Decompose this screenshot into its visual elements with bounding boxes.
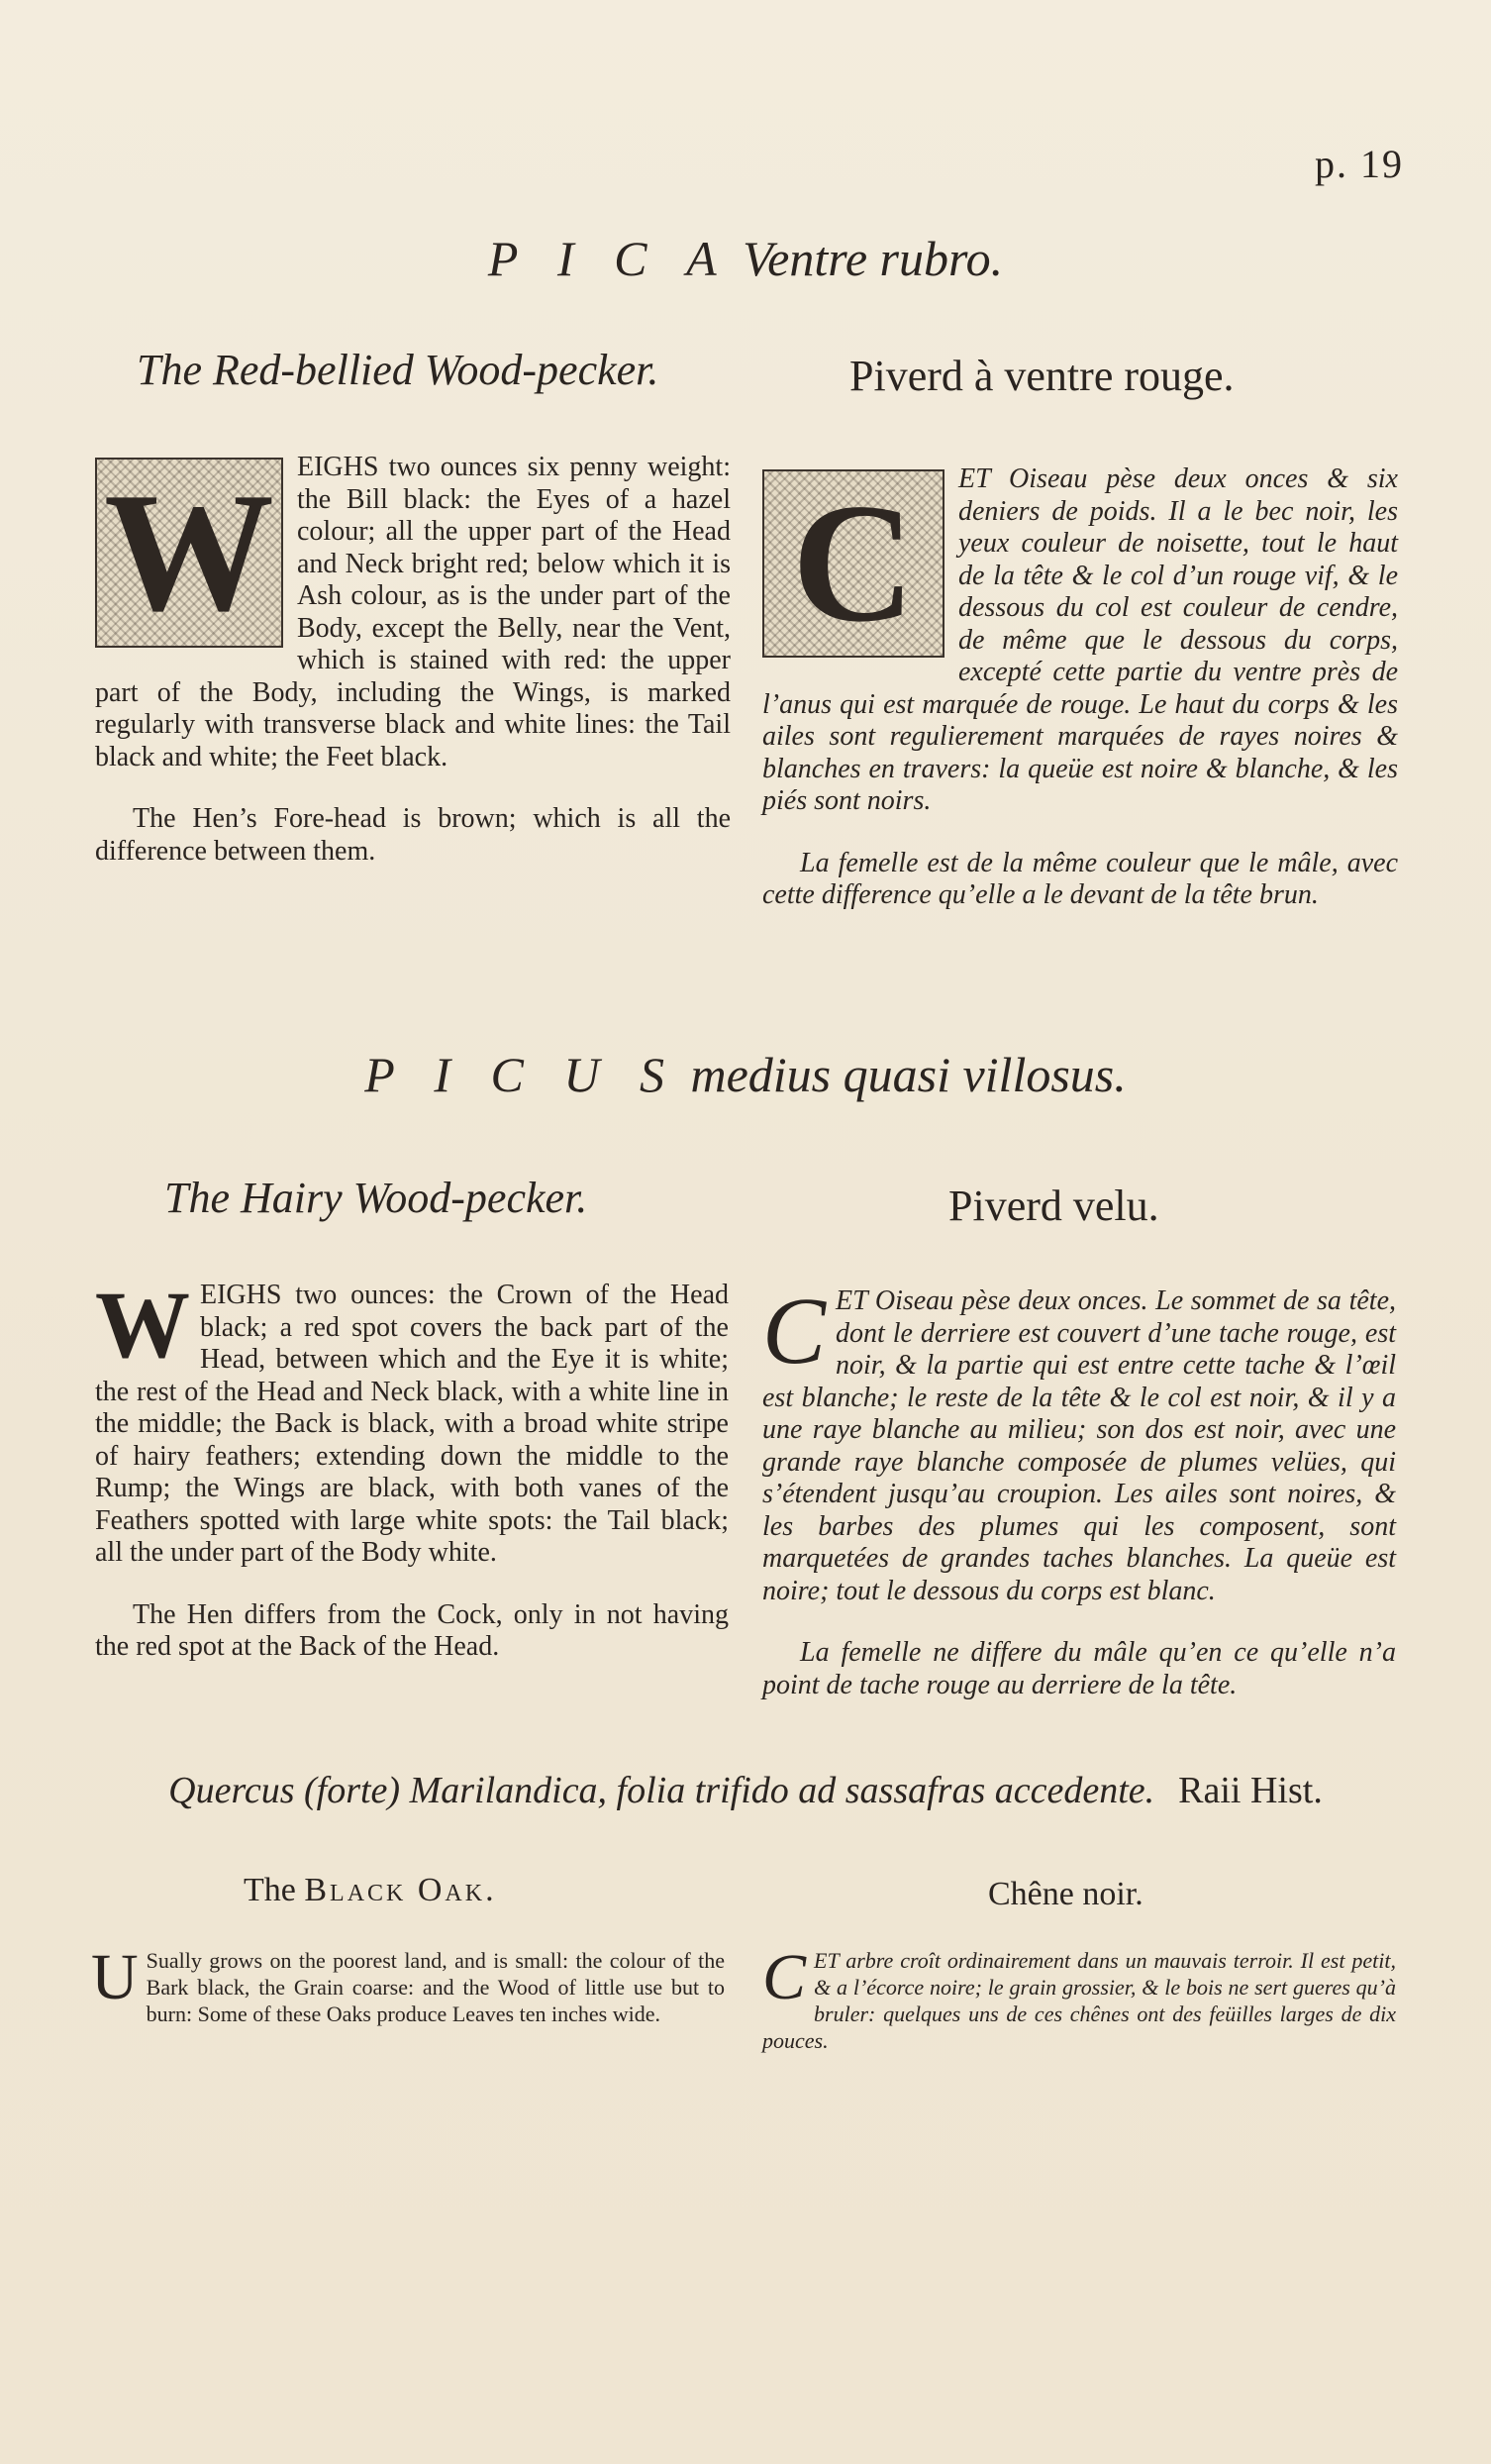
section1-latin-title xyxy=(0,230,1491,287)
section3-english-title: The Black Oak. xyxy=(244,1872,497,1908)
section3-french-para: CET arbre croît ordinairement dans un mauvais terroir. Il est petit, & a l’écorce noire; le grain grossier, & le bois ne sert gueres qu’à bruler: quelques uns de ces chênes ont des feüilles larges de dix pouces. xyxy=(762,1941,1396,2053)
section2-english-para1: WEIGHS two ounces: the Crown of the Head black; a red spot covers the back part of the Head, between which and the Eye it is white; the rest of the Head and Neck black, with a white line in the middle; the Back is black, with a broad white stripe of hairy feathers; extending down the middle to the Rump; the Wings are black, with both vanes of the Feathers spotted with large white spots: the Tail black; all the under part of the Body white. xyxy=(95,1272,729,1568)
section2-french-para2: La femelle ne differe du mâle qu’en ce qu’elle n’a point de tache rouge au derriere de la tête. xyxy=(762,1637,1396,1700)
dropcap: W xyxy=(95,1272,190,1378)
section2-english-para2: The Hen differs from the Cock, only in not having the red spot at the Back of the Head. xyxy=(95,1598,729,1662)
section2-latin-rest: medius quasi villosus. xyxy=(690,1047,1127,1102)
section1-french-column xyxy=(762,463,1398,912)
section2-english-column xyxy=(95,1272,729,1664)
section1-english-para1: W EIGHS two ounces six penny weight: the Bill black: the Eyes of a hazel colour; all the upper part of the Head and Neck bright red; below which it is Ash colour, as is the under part of the Body, except the Belly, near the Vent, which is stained with red: the upper part of the Body, including the Wings, is marked regularly with transverse black and white lines: the Tail black and white; the Feet black. xyxy=(95,452,731,772)
section3-author: Raii Hist. xyxy=(1178,1770,1323,1811)
section3-english-column xyxy=(91,1941,725,2027)
section2-french-column xyxy=(762,1278,1396,1701)
dropcap: U xyxy=(91,1941,139,2013)
section1-english-para2: The Hen’s Fore-head is brown; which is all the difference between them. xyxy=(95,803,731,867)
section1-english-column xyxy=(95,452,731,868)
section2-latin-caps: P I C U S xyxy=(364,1047,678,1102)
section1-french-para1: C ET Oiseau pèse deux onces & six deniers de poids. Il a le bec noir, les yeux couleur de noisette, tout le haut de la tête & le col d’un rouge vif, & le dessous du col est couleur de cendre, de même que le dessous du corps, excepté cette partie du ventre près de l’anus qui est marquée de rouge. Le haut du corps & les ailes sont regulierement marquées de rayes noires & blanches en travers: la queüe est noire & blanche, & les piés sont noirs. xyxy=(762,463,1398,816)
ornamental-dropcap: W xyxy=(95,458,283,648)
ornamental-dropcap: C xyxy=(762,469,944,658)
section1-english-title: The Red-bellied Wood-pecker. xyxy=(137,346,659,394)
section1-latin-caps: P I C A xyxy=(487,231,731,286)
section2-latin-title xyxy=(0,1046,1491,1103)
dropcap: C xyxy=(762,1278,827,1384)
dropcap: C xyxy=(762,1941,807,2013)
section2-english-title: The Hairy Wood-pecker. xyxy=(164,1174,588,1222)
section3-english-para: U Sually grows on the poorest land, and is small: the colour of the Bark black, the Grain coarse: and the Wood of little use but to burn: Some of these Oaks produce Leaves ten inches wide. xyxy=(91,1941,725,2026)
section3-french-title: Chêne noir. xyxy=(988,1876,1143,1912)
section1-french-title: Piverd à ventre rouge. xyxy=(849,352,1235,400)
section3-latin-title xyxy=(0,1769,1491,1812)
section3-latin-name: Quercus (forte) Marilandica, folia trifido ad sassafras accedente. xyxy=(168,1770,1155,1811)
section3-french-column xyxy=(762,1941,1396,2054)
section1-latin-rest: Ventre rubro. xyxy=(743,231,1004,286)
page-number: p. 19 xyxy=(1315,142,1404,186)
section2-french-para1: CET Oiseau pèse deux onces. Le sommet de sa tête, dont le derriere est couvert d’une tache rouge, est noir, & la partie qui est entre cette tache & l’œil est blanche; le reste de la tête & le col est noir, & il y a une raye blanche au milieu; son dos est noir, avec une grande raye blanche composée de plumes velües, qui s’étendent jusqu’au croupion. Les ailes sont noires, & les barbes des plumes qui les composent, sont marquetées de grandes taches blanches. La queüe est noire; tout le dessous du corps est blanc. xyxy=(762,1278,1396,1606)
section2-french-title: Piverd velu. xyxy=(948,1181,1159,1230)
section1-french-para2: La femelle est de la même couleur que le mâle, avec cette difference qu’elle a le devant de la tête brun. xyxy=(762,847,1398,910)
